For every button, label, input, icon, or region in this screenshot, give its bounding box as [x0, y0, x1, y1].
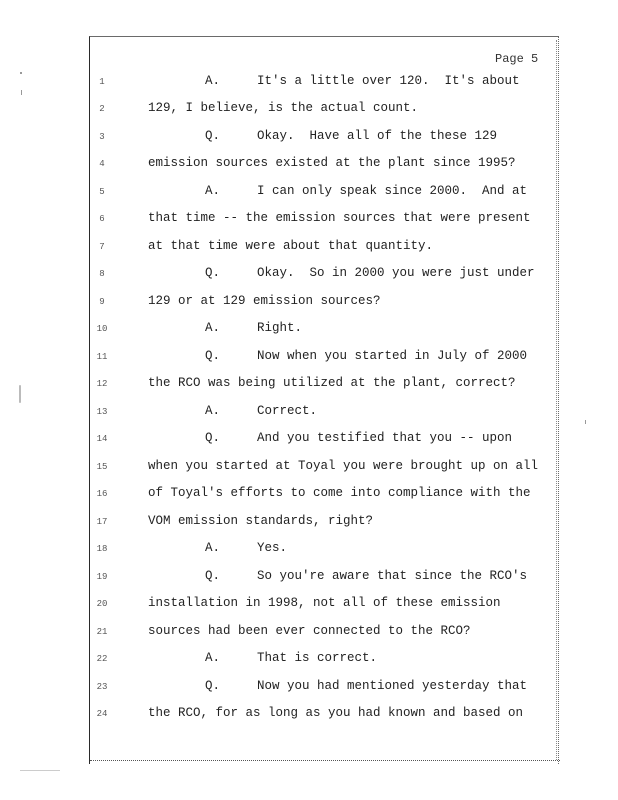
line-text: Right.: [257, 321, 303, 335]
line-number: 16: [96, 489, 108, 499]
line-number: 14: [96, 434, 108, 444]
scan-artifact: [21, 90, 22, 95]
speaker-marker: A.: [205, 404, 221, 418]
bottom-rule: [90, 760, 560, 761]
speaker-marker: A.: [205, 321, 221, 335]
line-number: 24: [96, 709, 108, 719]
scan-artifact: [585, 420, 586, 424]
margin-rule: [556, 40, 557, 760]
line-number: 4: [99, 159, 105, 169]
page-number: Page 5: [495, 52, 539, 66]
line-text: 129, I believe, is the actual count.: [148, 101, 419, 115]
line-number: 2: [99, 104, 105, 114]
line-text: the RCO was being utilized at the plant, correct?: [148, 376, 516, 390]
line-number: 12: [96, 379, 108, 389]
line-text: Now you had mentioned yesterday that: [257, 679, 528, 693]
line-number: 13: [96, 407, 108, 417]
line-text: that time -- the emission sources that were present: [148, 211, 531, 225]
speaker-marker: Q.: [205, 129, 221, 143]
line-text: at that time were about that quantity.: [148, 239, 434, 253]
speaker-marker: A.: [205, 541, 221, 555]
line-number: 22: [96, 654, 108, 664]
line-text: of Toyal's efforts to come into compliance with the: [148, 486, 531, 500]
line-text: I can only speak since 2000. And at: [257, 184, 528, 198]
line-number: 8: [99, 269, 105, 279]
line-text: VOM emission standards, right?: [148, 514, 374, 528]
line-text: And you testified that you -- upon: [257, 431, 513, 445]
line-text: emission sources existed at the plant since 1995?: [148, 156, 516, 170]
line-number: 21: [96, 627, 108, 637]
speaker-marker: A.: [205, 74, 221, 88]
line-text: It's a little over 120. It's about: [257, 74, 520, 88]
line-number: 3: [99, 132, 105, 142]
scan-artifact: [20, 770, 60, 771]
line-number: 6: [99, 214, 105, 224]
line-number: 17: [96, 517, 108, 527]
line-text: Okay. Have all of the these 129: [257, 129, 498, 143]
line-number: 18: [96, 544, 108, 554]
speaker-marker: Q.: [205, 266, 221, 280]
line-text: Now when you started in July of 2000: [257, 349, 528, 363]
line-number: 1: [99, 77, 105, 87]
speaker-marker: Q.: [205, 431, 221, 445]
line-text: So you're aware that since the RCO's: [257, 569, 528, 583]
scan-artifact: [19, 385, 21, 403]
line-text: Correct.: [257, 404, 318, 418]
speaker-marker: Q.: [205, 349, 221, 363]
speaker-marker: A.: [205, 651, 221, 665]
line-number: 5: [99, 187, 105, 197]
line-text: sources had been ever connected to the RCO?: [148, 624, 471, 638]
line-text: installation in 1998, not all of these emission: [148, 596, 501, 610]
line-text: That is correct.: [257, 651, 378, 665]
line-number: 20: [96, 599, 108, 609]
speaker-marker: Q.: [205, 569, 221, 583]
line-text: the RCO, for as long as you had known and based on: [148, 706, 524, 720]
scan-artifact: [20, 72, 22, 74]
line-number: 19: [96, 572, 108, 582]
speaker-marker: Q.: [205, 679, 221, 693]
line-text: when you started at Toyal you were brought up on all: [148, 459, 539, 473]
line-text: 129 or at 129 emission sources?: [148, 294, 381, 308]
line-number: 7: [99, 242, 105, 252]
line-number: 10: [96, 324, 108, 334]
line-number: 11: [96, 352, 108, 362]
speaker-marker: A.: [205, 184, 221, 198]
line-number: 23: [96, 682, 108, 692]
line-number: 9: [99, 297, 105, 307]
line-text: Yes.: [257, 541, 288, 555]
line-number: 15: [96, 462, 108, 472]
line-text: Okay. So in 2000 you were just under: [257, 266, 535, 280]
